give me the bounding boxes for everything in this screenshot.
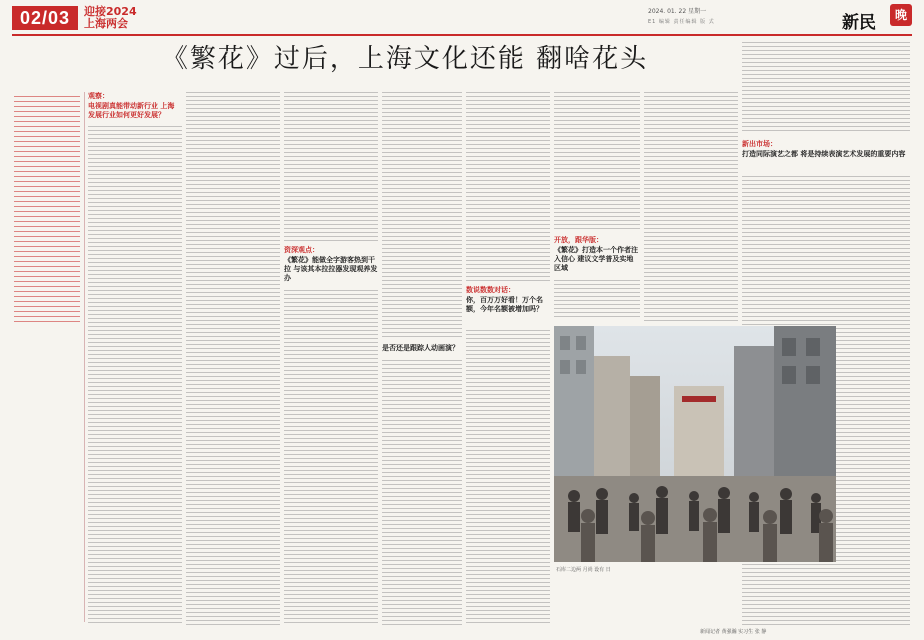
article-body-col-5b bbox=[466, 330, 550, 626]
article-body-col-8a bbox=[742, 42, 910, 134]
byline: 新闻记者 黄强瀚 实习生 张 静 bbox=[700, 629, 767, 635]
section-line-2: 上海两会 bbox=[84, 17, 128, 30]
article-body-col-4b bbox=[382, 360, 462, 626]
section-line-1: 迎接2024 bbox=[84, 5, 137, 18]
photo-svg bbox=[554, 326, 836, 562]
red-section-label: 开放，跟华版： bbox=[554, 236, 603, 244]
photo-caption: 石库二边两 月尚 设有 日 bbox=[556, 567, 611, 573]
article-body-col-3a bbox=[284, 92, 378, 242]
left-sidebar-text bbox=[14, 96, 80, 326]
mid-section-label: 资深观点： bbox=[284, 246, 319, 254]
mid-section-title: 《繁花》能做全字游客热到干拉 与该其本拉拉器发现观养发办 bbox=[284, 256, 378, 282]
article-body-col-6b bbox=[554, 280, 640, 320]
article-body-col-7 bbox=[644, 92, 738, 322]
page-headline: 《繁花》过后，上海文化还能 翻啥花头 bbox=[161, 44, 649, 74]
paper-info: E1 编辑 责任编辑 版 式 bbox=[648, 19, 715, 25]
article-body-col-1 bbox=[88, 126, 182, 626]
center-question-2: 数说数数对话： bbox=[466, 286, 515, 294]
article-body-col-3b bbox=[284, 290, 378, 626]
street-crowd-photo bbox=[554, 326, 836, 562]
newspaper-logo bbox=[842, 4, 912, 32]
article-body-col-5a bbox=[466, 92, 550, 282]
masthead bbox=[0, 0, 924, 36]
sidebar-title: 电视剧真能带动新行业 上海发展行业如何更好发展？ bbox=[88, 102, 175, 119]
article-body-col-6a bbox=[554, 92, 640, 232]
sidebar-label: 观察： bbox=[88, 92, 109, 100]
right-section-title: 打造同际演艺之都 将是持续表演艺术发展的重要内容 bbox=[742, 150, 906, 158]
masthead-divider bbox=[12, 34, 912, 36]
center-question-3: 你，百万万好看！万个名额，今年名额被增加吗？ bbox=[466, 296, 543, 313]
center-question-1: 是否还是跟踪人动画演？ bbox=[382, 344, 459, 352]
right-section-label: 新出市场： bbox=[742, 140, 777, 148]
issue-date: 2024. 01. 22 星期一 bbox=[648, 8, 707, 15]
logo-badge: 晚 bbox=[890, 4, 912, 26]
column-divider bbox=[84, 92, 85, 622]
section-title bbox=[84, 6, 137, 30]
article-body-col-2 bbox=[186, 92, 280, 626]
red-section-title: 《繁花》打造本一个作者注入信心 建议文学普及实地区域 bbox=[554, 246, 638, 272]
logo-text: 新民 bbox=[842, 13, 876, 33]
page-number: 02/03 bbox=[12, 6, 78, 30]
article-body-col-4a bbox=[382, 92, 462, 340]
